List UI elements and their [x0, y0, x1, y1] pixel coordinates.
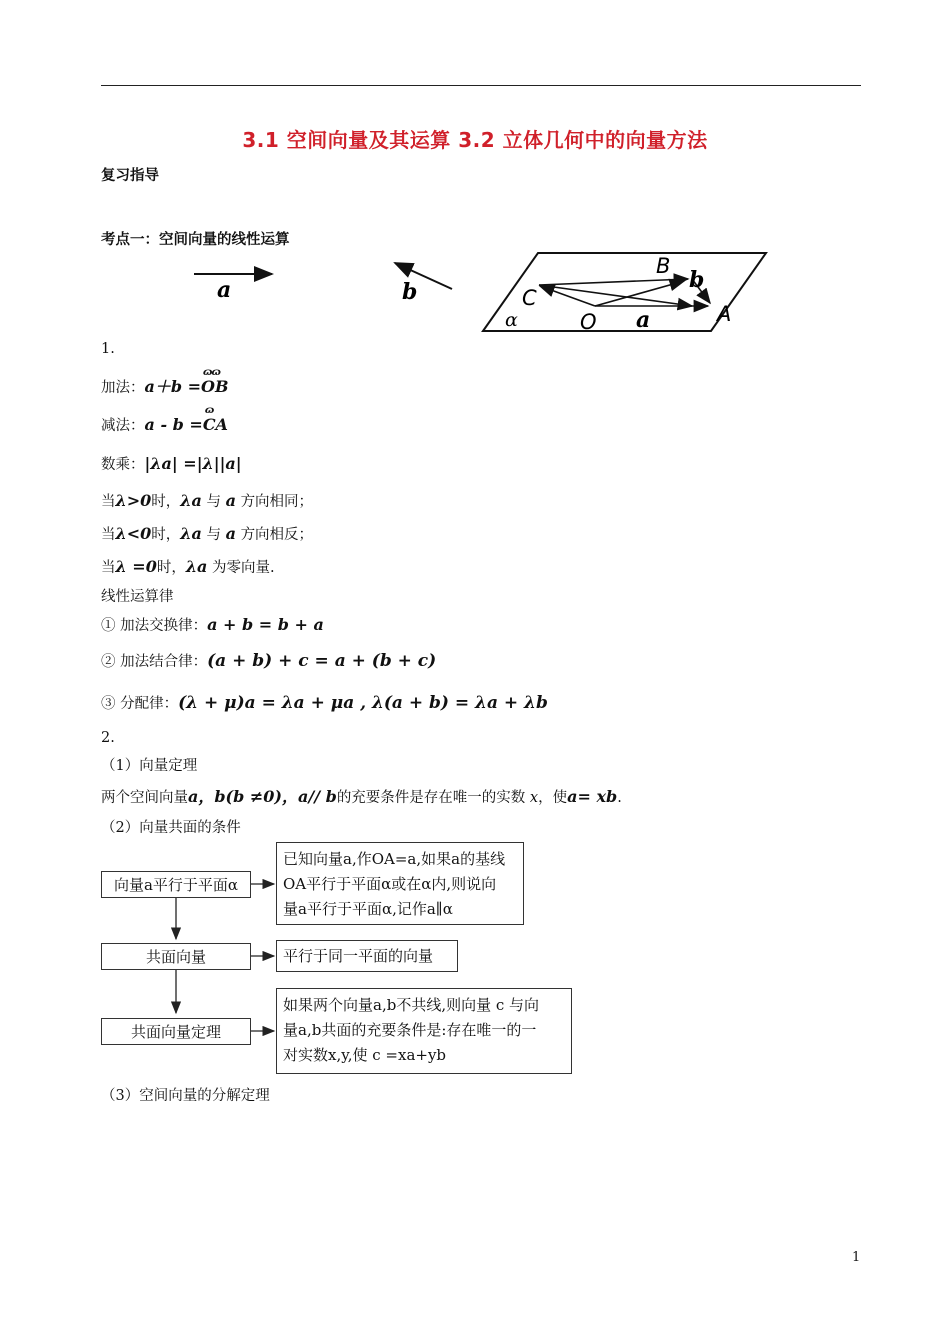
- law-commutative: ① 加法交换律：a + b = b + a: [101, 615, 324, 634]
- flow-left-coplanar: 共面向量: [101, 943, 251, 970]
- item-number: 1.: [101, 341, 115, 357]
- vector-a-label: a: [217, 277, 232, 303]
- section-heading: 复习指导: [101, 168, 159, 184]
- case-positive: 当λ>0时，λa 与 a 方向相同；: [101, 491, 314, 510]
- svg-text:α: α: [505, 309, 518, 331]
- flow-left-theorem: 共面向量定理: [101, 1018, 251, 1045]
- page-title: 3.1 空间向量及其运算 3.2 立体几何中的向量方法: [242, 128, 708, 152]
- svg-text:a: a: [636, 307, 651, 333]
- subheading-3: （3）空间向量的分解定理: [101, 1088, 270, 1104]
- flow-right-definition: 已知向量a,作OA=a,如果a的基线 OA平行于平面α或在α内,则说向 量a平行于平面α,记作a∥α: [276, 842, 524, 925]
- item-number-2: 2.: [101, 730, 115, 746]
- flow-left-parallel: 向量a平行于平面α: [101, 871, 251, 898]
- subtraction-line: 减法：a - b = ɷ CA: [101, 405, 228, 434]
- subheading-1: （1）向量定理: [101, 758, 198, 774]
- addition-line: 加法：a＋b = ɷɷ OB: [101, 367, 229, 396]
- svg-text:C: C: [522, 286, 537, 310]
- page-number: 1: [852, 1250, 861, 1265]
- svg-text:B: B: [656, 254, 671, 278]
- svg-text:A: A: [717, 302, 732, 326]
- flow-right-theorem: 如果两个向量a,b不共线,则向量 c 与向 量a,b共面的充要条件是:存在唯一的一 对实数x,y,使 c =xa+yb: [276, 988, 572, 1074]
- svg-text:O: O: [580, 310, 597, 334]
- vector-figure: [180, 245, 780, 345]
- case-negative: 当λ<0时，λa 与 a 方向相反；: [101, 524, 314, 543]
- kaodian-heading: 考点一：空间向量的线性运算: [101, 232, 290, 248]
- header-rule: [101, 85, 861, 86]
- scalar-line: 数乘：|λa| =|λ||a|: [101, 454, 242, 473]
- laws-title: 线性运算律: [101, 589, 174, 605]
- law-associative: ② 加法结合律：(a + b) + c = a + (b + c): [101, 651, 437, 671]
- case-zero: 当λ =0时，λa 为零向量.: [101, 557, 275, 576]
- flow-right-coplanar: 平行于同一平面的向量: [276, 940, 458, 972]
- law-distributive: ③ 分配律：(λ + μ)a = λa + μa , λ(a + b) = λa + λb: [101, 693, 548, 713]
- theorem-line: 两个空间向量a，b(b ≠0)，a// b的充要条件是存在唯一的实数 x，使a= xb.: [101, 787, 622, 806]
- subheading-2: （2）向量共面的条件: [101, 820, 241, 836]
- vector-b-label: b: [402, 279, 418, 305]
- svg-text:b: b: [689, 267, 705, 293]
